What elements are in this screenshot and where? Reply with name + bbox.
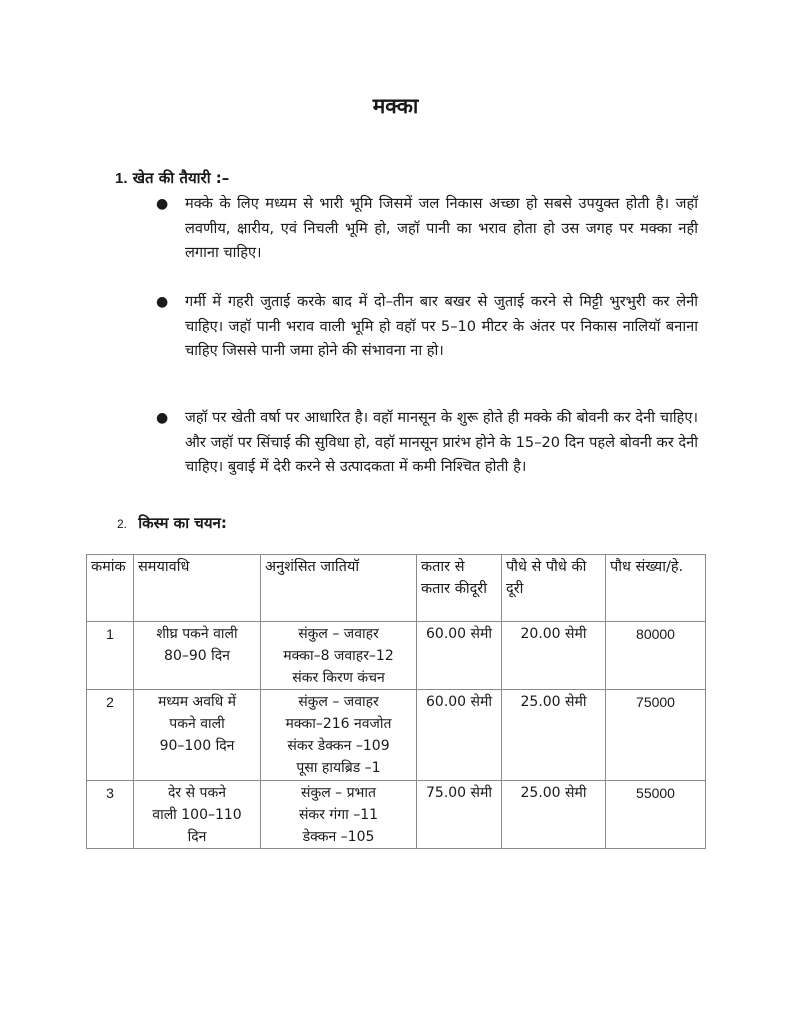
section-2-title: किस्म का चयन: xyxy=(138,514,227,532)
cell-duration-line: वाली 100–110 xyxy=(152,807,242,823)
table-row xyxy=(87,690,706,781)
cell-row-spacing: 60.00 सेमी xyxy=(417,622,502,690)
cell-varieties-line: संकर गंगा –11 xyxy=(298,807,379,823)
cell-varieties-line: संकुल – जवाहर xyxy=(298,694,379,710)
header-plant-spacing: पौधे से पौधे की दूरी xyxy=(502,555,606,622)
cell-duration xyxy=(134,781,261,849)
cell-plant-spacing: 25.00 सेमी xyxy=(502,781,606,849)
cell-duration xyxy=(134,690,261,781)
cell-varieties-line: संकर किरण कंचन xyxy=(292,670,385,686)
cell-row-spacing: 60.00 सेमी xyxy=(417,690,502,781)
cell-varieties-line: मक्का–8 जवाहर–12 xyxy=(283,648,394,664)
header-plants-per-ha: पौध संख्या/हे. xyxy=(606,555,706,622)
cell-serial: 2 xyxy=(87,690,134,781)
bullet-item xyxy=(156,406,698,480)
cell-varieties-line: संकुल – जवाहर xyxy=(298,626,379,642)
cell-varieties-line: पूसा हायब्रिड –1 xyxy=(296,760,381,776)
bullet-text: जहॉ पर खेती वर्षा पर आधारित है। वहॉ मानसून के शुरू होते ही मक्के की बोवनी कर देनी चाहिए। और जहॉ पर सिंचाई की सुविधा हो, वहॉ मानसून प्रारंभ होने के 15–20 दिन पहले बोवनी कर देनी चाहिए। बुवाई में देरी करने से उत्पादकता में कमी निश्चित होती है। xyxy=(185,409,698,475)
bullet-icon: ● xyxy=(156,294,169,310)
cell-varieties xyxy=(261,622,417,690)
bullet-icon: ● xyxy=(156,196,169,212)
header-varieties: अनुशंसित जातियॉ xyxy=(261,555,417,622)
table-header-row xyxy=(87,555,706,622)
cell-duration-line: 90–100 दिन xyxy=(159,738,235,754)
section-1-title: खेत की तैयारी :– xyxy=(132,169,230,187)
cell-plant-spacing: 20.00 सेमी xyxy=(502,622,606,690)
section-1-heading xyxy=(115,168,229,188)
cell-duration-line: दिन xyxy=(187,829,207,845)
cell-serial: 1 xyxy=(87,622,134,690)
cell-varieties-line: संकुल – प्रभात xyxy=(300,785,377,801)
table-row xyxy=(87,781,706,849)
section-1-number: 1. xyxy=(115,170,128,187)
cell-varieties xyxy=(261,690,417,781)
header-row-spacing: कतार से कतार कीदूरी xyxy=(417,555,502,622)
cell-varieties xyxy=(261,781,417,849)
cell-duration xyxy=(134,622,261,690)
header-serial: कमांक xyxy=(87,555,134,622)
cell-plants-per-ha: 55000 xyxy=(606,781,706,849)
cell-duration-line: 80–90 दिन xyxy=(164,648,230,664)
cell-varieties-line: संकर डेक्कन –109 xyxy=(287,738,390,754)
cell-serial: 3 xyxy=(87,781,134,849)
header-duration: समयावधि xyxy=(134,555,261,622)
cell-duration-line: पकने वाली xyxy=(169,716,225,732)
bullet-item xyxy=(156,290,698,364)
page-title: मक्का xyxy=(372,94,419,118)
bullet-icon: ● xyxy=(156,410,169,426)
cell-row-spacing: 75.00 सेमी xyxy=(417,781,502,849)
cell-plants-per-ha: 80000 xyxy=(606,622,706,690)
cell-duration-line: मध्यम अवधि में xyxy=(157,694,237,710)
cell-varieties-line: मक्का–216 नवजोत xyxy=(285,716,392,732)
cell-duration-line: शीघ्र पकने वाली xyxy=(156,626,238,642)
bullet-text: गर्मी में गहरी जुताई करके बाद में दो–तीन बार बखर से जुताई करने से मिट्टी भुरभुरी कर लेनी चाहिए। जहॉ पानी भराव वाली भूमि हो वहॉ पर 5–10 मीटर के अंतर पर निकास नालियॉ बनाना चाहिए जिससे पानी जमा होने की संभावना ना हो। xyxy=(185,293,698,359)
section-2-number: 2. xyxy=(117,517,128,531)
cell-plants-per-ha: 75000 xyxy=(606,690,706,781)
cell-varieties-line: डेक्कन –105 xyxy=(302,829,375,845)
table-row xyxy=(87,622,706,690)
section-2-heading xyxy=(117,513,227,533)
bullet-item xyxy=(156,192,698,266)
variety-table xyxy=(86,554,706,849)
cell-plant-spacing: 25.00 सेमी xyxy=(502,690,606,781)
cell-duration-line: देर से पकने xyxy=(168,785,226,801)
bullet-text: मक्के के लिए मध्यम से भारी भूमि जिसमें जल निकास अच्छा हो सबसे उपयुक्त होती है। जहॉ लवणीय, क्षारीय, एवं निचली भूमि हो, जहॉ पानी का भराव होता हो उस जगह पर मक्का नही लगाना चाहिए। xyxy=(185,195,698,261)
